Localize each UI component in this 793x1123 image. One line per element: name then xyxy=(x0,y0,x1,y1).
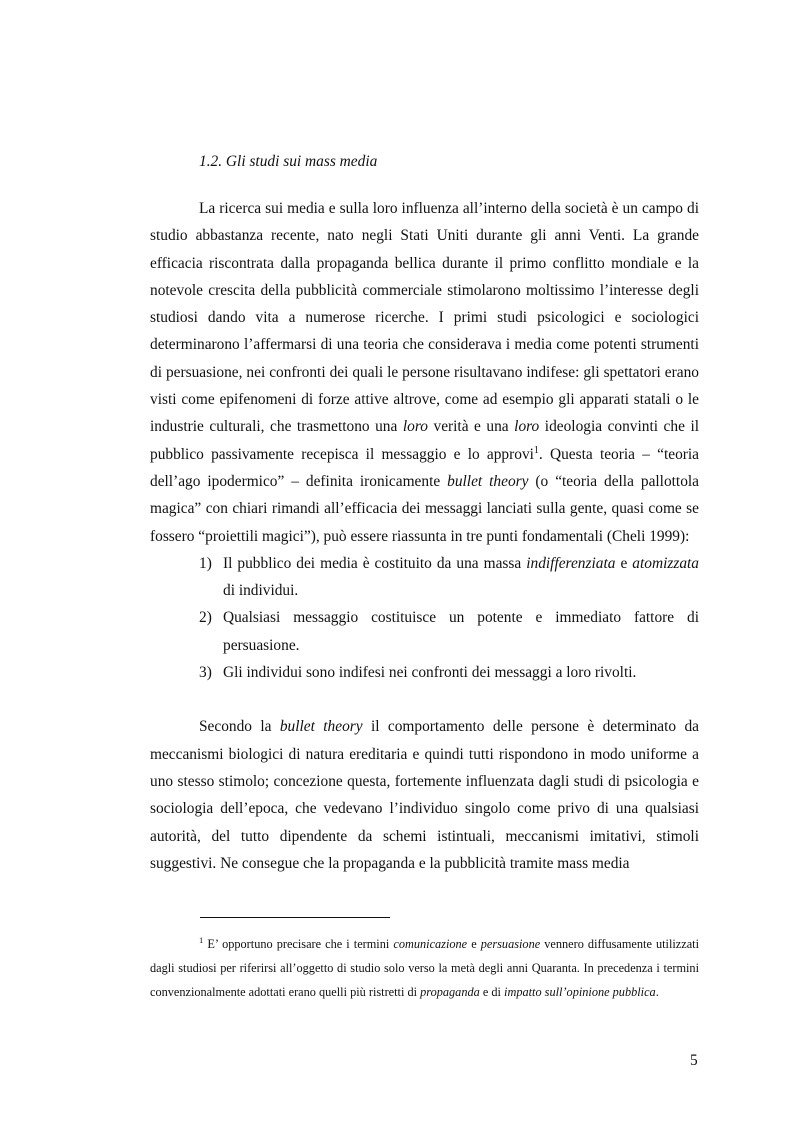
paragraph-1-emphasis-bullet-theory: bullet theory xyxy=(447,472,529,490)
paragraph-1-text-e: (o “teoria della pallottola magica” con chiari rimandi all’efficacia dei messaggi lanciati sulla gente, quasi come se fossero “proiettili magici”), può essere riassunta in tre punti fondamentali (Cheli 1999): xyxy=(150,472,699,545)
footnote-emphasis-propaganda: propaganda xyxy=(420,984,480,999)
list-item-text: Gli individui sono indifesi nei confronti dei messaggi a loro rivolti. xyxy=(223,664,637,682)
footnote-text-d: e di xyxy=(479,984,505,999)
paragraph-1 xyxy=(150,195,699,550)
paragraph-1-text-c: ideologia convinti che il pubblico passivamente recepisca il messaggio e lo approvi xyxy=(150,418,699,463)
points-list xyxy=(150,550,699,686)
footnote-reference[interactable]: 1 xyxy=(533,444,539,456)
paragraph-2 xyxy=(150,713,699,877)
paragraph-1-emphasis-loro-2: loro xyxy=(514,418,540,436)
footnote-text-b: e xyxy=(467,937,481,951)
list-item xyxy=(150,604,699,659)
list-item xyxy=(150,550,699,605)
paragraph-1-text-d: . Questa teoria – “teoria dell’ago ipodermico” – definita ironicamente xyxy=(150,445,699,490)
page-body xyxy=(150,148,699,877)
footnote-text-a: E’ opportuno precisare che i termini xyxy=(203,937,394,951)
footnote-emphasis-comunicazione: comunicazione xyxy=(393,937,468,951)
list-item-number: 1) xyxy=(199,554,212,572)
footnote xyxy=(150,933,699,1004)
paragraph-1-text-a: La ricerca sui media e sulla loro influenza all’interno della società è un campo di studio abbastanza recente, nato negli Stati Uniti durante gli anni Venti. La grande efficacia riscontrata dalla propaganda bellica durante il primo conflitto mondiale e la notevole crescita della pubblicità commerciale stimolarono moltissimo l’interesse degli studiosi dando vita a numerose ricerche. I primi studi psicologici e sociologici determinarono l’affermarsi di una teoria che considerava i media come potenti strumenti di persuasione, nei confronti dei quali le persone risultavano indifese: gli spettatori erano visti come epifenomeni di forze attive altrove, come ad esempio gli apparati statali o le industrie culturali, che trasmettono una xyxy=(150,200,699,436)
footnote-emphasis-persuasione: persuasione xyxy=(480,937,541,951)
list-item-text-a: Il pubblico dei media è costituito da una massa xyxy=(223,554,527,572)
footnote-text-c: vennero diffusamente utilizzati dagli studiosi per riferirsi all’oggetto di studio solo verso la metà degli anni Quaranta. In precedenza i termini convenzionalmente adottati erano quelli più ristretti di xyxy=(150,937,699,999)
paragraph-2-emphasis-bullet-theory: bullet theory xyxy=(279,718,363,736)
paragraph-1-text-b: verità e una xyxy=(427,418,515,436)
footnote-emphasis-impatto: impatto sull’opinione pubblica xyxy=(504,984,656,999)
list-item-text-b: e xyxy=(615,554,633,572)
list-item-text: Qualsiasi messaggio costituisce un potente e immediato fattore di persuasione. xyxy=(223,609,699,654)
section-heading: 1.2. Gli studi sui mass media xyxy=(199,153,378,170)
paragraph-2-text-b: il comportamento delle persone è determinato da meccanismi biologici di natura ereditaria e quindi tutti rispondono in modo uniforme a uno stesso stimolo; concezione questa, fortemente influenzata dagli studi di psicologia e sociologia dell’epoca, che vedevano l’individuo singolo come privo di una qualsiasi autorità, del tutto dipendente da schemi istintuali, meccanismi imitativi, stimoli suggestivi. Ne consegue che la propaganda e la pubblicità tramite mass media xyxy=(150,718,699,872)
list-item-emphasis-1: indifferenziata xyxy=(526,554,616,572)
page-number: 5 xyxy=(690,1052,698,1069)
footnote-text-e: . xyxy=(655,984,659,999)
list-item-number: 3) xyxy=(199,664,212,682)
list-item-emphasis-2: atomizzata xyxy=(632,554,699,572)
footnote-mark: 1 xyxy=(199,934,204,945)
list-item xyxy=(150,659,699,686)
paragraph-2-text-a: Secondo la xyxy=(199,718,280,736)
list-item-number: 2) xyxy=(199,609,212,627)
list-item-text-c: di individui. xyxy=(223,582,299,600)
paragraph-1-emphasis-loro-1: loro xyxy=(402,418,428,436)
footnote-separator xyxy=(200,917,390,918)
